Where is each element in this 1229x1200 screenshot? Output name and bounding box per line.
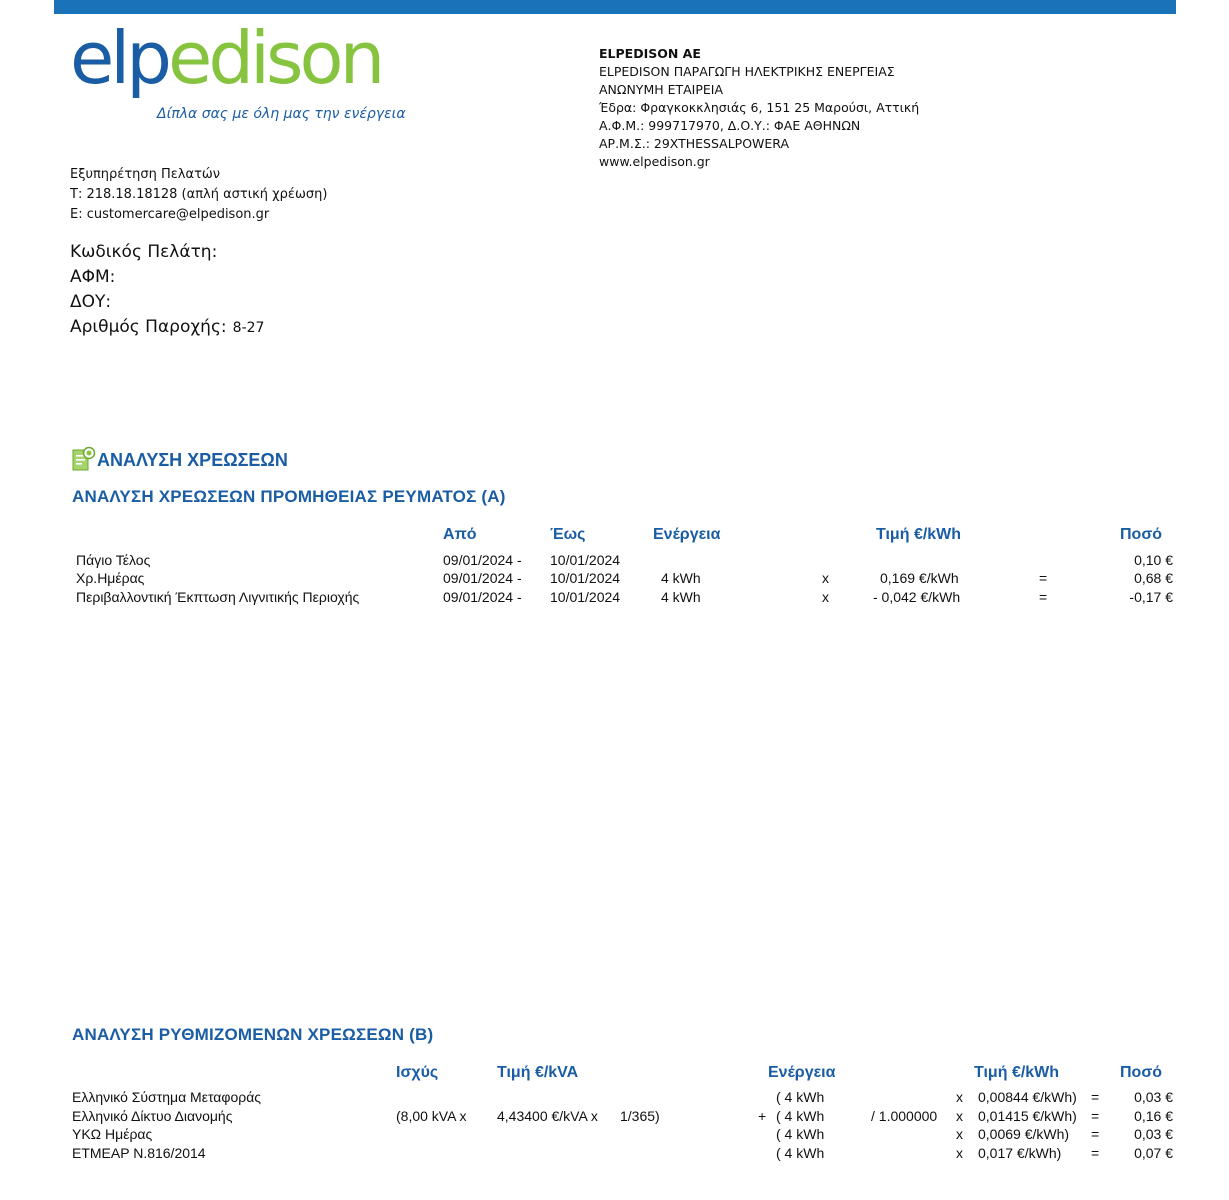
customer-code-label: Κωδικός Πελάτη:	[70, 242, 218, 262]
row-amount: 0,03 €	[1134, 1089, 1173, 1105]
row-equals: =	[1039, 570, 1048, 586]
row-price: 0,00844 €/kWh)	[978, 1089, 1077, 1105]
col-header-price: Τιμή €/kWh	[876, 526, 962, 543]
row-to: 10/01/2024	[550, 589, 621, 605]
row-label: Πάγιο Τέλος	[76, 552, 151, 568]
logo-tagline: Δίπλα σας με όλη μας την ενέργεια	[157, 106, 406, 122]
row-multiply: x	[956, 1089, 963, 1105]
row-equals: =	[1091, 1108, 1100, 1124]
company-logo	[70, 16, 382, 100]
company-address: Έδρα: Φραγκοκκλησιάς 6, 151 25 Μαρούσι, Αττική	[599, 100, 920, 115]
row-label: Χρ.Ημέρας	[76, 570, 145, 586]
row-amount: 0,68 €	[1134, 570, 1173, 586]
col-header-amount: Ποσό	[1120, 1064, 1163, 1081]
logo-part-2: edison	[168, 16, 382, 100]
col-header-price-kwh: Τιμή €/kWh	[974, 1064, 1060, 1081]
section-b-title: ΑΝΑΛΥΣΗ ΡΥΘΜΙΖΟΜΕΝΩΝ ΧΡΕΩΣΕΩΝ (Β)	[72, 1025, 434, 1044]
row-equals: =	[1091, 1145, 1100, 1161]
row-energy: ( 4 kWh	[776, 1145, 825, 1161]
col-header-price-kva: Τιμή €/kVA	[497, 1064, 579, 1081]
supply-number-value: 8-27	[232, 320, 265, 336]
section-a-title: ΑΝΑΛΥΣΗ ΧΡΕΩΣΕΩΝ ΠΡΟΜΗΘΕΙΑΣ ΡΕΥΜΑΤΟΣ (Α)	[72, 487, 506, 506]
company-line: ΑΝΩΝΥΜΗ ΕΤΑΙΡΕΙΑ	[599, 82, 724, 97]
customer-doy-label: ΔΟΥ:	[70, 292, 112, 312]
analysis-title: ΑΝΑΛΥΣΗ ΧΡΕΩΣΕΩΝ	[97, 450, 288, 470]
col-header-energy: Ενέργεια	[768, 1064, 836, 1081]
company-tax-info: Α.Φ.Μ.: 999717970, Δ.Ο.Υ.: ΦΑΕ ΑΘΗΝΩΝ	[599, 118, 861, 133]
row-price: 0,01415 €/kWh)	[978, 1108, 1077, 1124]
row-energy: ( 4 kWh	[776, 1126, 825, 1142]
row-price: 0,0069 €/kWh)	[978, 1126, 1070, 1142]
col-header-energy: Ενέργεια	[653, 526, 721, 543]
company-registry: ΑΡ.Μ.Σ.: 29XTHESSALPOWERA	[599, 136, 790, 151]
company-info	[599, 45, 919, 171]
col-header-from: Από	[443, 526, 477, 543]
company-website: www.elpedison.gr	[599, 154, 710, 169]
row-price: 0,169 €/kWh	[880, 570, 959, 586]
row-multiply: x	[822, 589, 829, 605]
row-energy: ( 4 kWh	[776, 1108, 825, 1124]
company-line: ELPEDISON ΠΑΡΑΓΩΓΗ ΗΛΕΚΤΡΙΚΗΣ ΕΝΕΡΓΕΙΑΣ	[599, 64, 895, 79]
logo-part-1: elp	[70, 16, 169, 100]
col-header-amount: Ποσό	[1120, 526, 1163, 543]
row-amount: -0,17 €	[1129, 589, 1173, 605]
row-equals: =	[1039, 589, 1048, 605]
row-energy: 4 kWh	[661, 570, 701, 586]
row-multiply: x	[956, 1108, 963, 1124]
row-label: ΕΤΜΕΑΡ Ν.816/2014	[72, 1145, 206, 1161]
col-header-to: Έως	[550, 526, 586, 543]
row-price: - 0,042 €/kWh	[873, 589, 961, 605]
row-label: ΥΚΩ Ημέρας	[72, 1126, 153, 1142]
supply-number-row	[70, 315, 264, 341]
row-label: Ελληνικό Δίκτυο Διανομής	[72, 1108, 233, 1124]
row-from: 09/01/2024 -	[443, 552, 522, 568]
supply-number-label: Αριθμός Παροχής:	[70, 317, 227, 337]
row-plus: +	[758, 1108, 767, 1124]
service-title: Εξυπηρέτηση Πελατών	[70, 167, 221, 182]
row-amount: 0,16 €	[1134, 1108, 1173, 1124]
row-amount: 0,07 €	[1134, 1145, 1173, 1161]
col-header-power: Ισχύς	[396, 1064, 439, 1081]
row-from: 09/01/2024 -	[443, 570, 522, 586]
service-phone: Τ: 218.18.18128 (απλή αστική χρέωση)	[70, 187, 328, 202]
customer-info-block	[70, 240, 264, 341]
row-to: 10/01/2024	[550, 570, 621, 586]
row-equals: =	[1091, 1089, 1100, 1105]
service-email: E: customercare@elpedison.gr	[70, 207, 270, 222]
customer-afm-label: ΑΦΜ:	[70, 267, 116, 287]
row-multiply: x	[956, 1145, 963, 1161]
row-equals: =	[1091, 1126, 1100, 1142]
row-multiply: x	[956, 1126, 963, 1142]
row-label: Ελληνικό Σύστημα Μεταφοράς	[72, 1089, 262, 1105]
row-price-kva: 4,43400 €/kVA x	[497, 1108, 598, 1124]
row-multiply: x	[822, 570, 829, 586]
company-name: ELPEDISON AE	[599, 46, 701, 61]
row-divisor: / 1.000000	[871, 1108, 938, 1124]
row-energy: 4 kWh	[661, 589, 701, 605]
top-accent-bar	[54, 0, 1176, 14]
row-label: Περιβαλλοντική Έκπτωση Λιγνιτικής Περιοχής	[76, 589, 360, 605]
row-energy: ( 4 kWh	[776, 1089, 825, 1105]
row-price: 0,017 €/kWh)	[978, 1145, 1062, 1161]
row-from: 09/01/2024 -	[443, 589, 522, 605]
row-to: 10/01/2024	[550, 552, 621, 568]
row-amount: 0,03 €	[1134, 1126, 1173, 1142]
row-days: 1/365)	[620, 1108, 660, 1124]
row-amount: 0,10 €	[1134, 552, 1173, 568]
row-power: (8,00 kVA x	[396, 1108, 467, 1124]
customer-service-block	[70, 165, 327, 225]
document-icon	[72, 446, 96, 472]
